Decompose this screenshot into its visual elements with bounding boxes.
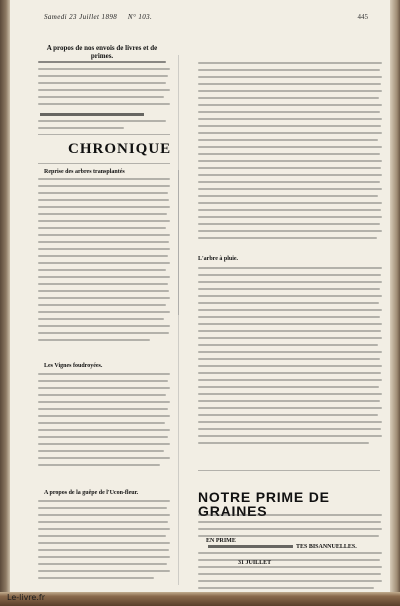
paragraph-line: [198, 400, 380, 402]
paragraph-line: [198, 146, 382, 148]
prime-subphrase: TES BISANNUELLES.: [296, 544, 357, 550]
paragraph-line: [198, 442, 369, 444]
subsection-heading-4: L'arbre à pluie.: [198, 256, 239, 262]
paragraph-line: [198, 428, 381, 430]
paragraph-line: [198, 309, 382, 311]
book-edge-bottom: [0, 592, 400, 606]
paragraph-line: [198, 351, 382, 353]
margin-mark: [172, 170, 179, 315]
paragraph-line: [198, 174, 382, 176]
paragraph-line: [38, 387, 170, 389]
paragraph-line: [198, 386, 379, 388]
paragraph-line: [38, 199, 169, 201]
paragraph-line: [38, 185, 170, 187]
section-rule-bottom: [38, 163, 170, 164]
paragraph-line: [38, 248, 170, 250]
prime-rule: [198, 470, 380, 471]
issue-header: Samedi 23 Juillet 1898 N° 103.: [44, 13, 153, 21]
paragraph-line: [38, 450, 164, 452]
paragraph-line: [198, 167, 381, 169]
paragraph-line: [38, 577, 154, 579]
paragraph-line: [198, 153, 380, 155]
prime-phrase: EN PRIME: [206, 538, 236, 544]
paragraph-line: [38, 304, 166, 306]
paragraph-line: [198, 330, 381, 332]
paragraph-line: [198, 139, 378, 141]
paragraph-line: [198, 104, 382, 106]
subsection-heading-3: A propos de la guêpe de l'Ucon-fleur.: [44, 490, 139, 496]
paragraph-line: [198, 274, 381, 276]
paragraph-line: [198, 323, 382, 325]
paragraph-line: [38, 75, 168, 77]
prime-heading: NOTRE PRIME DE GRAINES: [198, 489, 330, 519]
paragraph-line: [38, 255, 168, 257]
paragraph-line: [38, 380, 168, 382]
paragraph-line: [38, 570, 170, 572]
paragraph-line: [38, 89, 170, 91]
paragraph-line: [38, 61, 166, 63]
section-rule-top: [38, 134, 170, 135]
paragraph-line: [198, 407, 382, 409]
paragraph-line: [198, 181, 380, 183]
paragraph-line: [198, 344, 378, 346]
paragraph-line: [38, 325, 170, 327]
paragraph-line: [38, 96, 164, 98]
paragraph-line: [198, 281, 382, 283]
paragraph-line: [198, 195, 378, 197]
paragraph-line: [198, 111, 380, 113]
paragraph-line: [38, 436, 168, 438]
newspaper-sheet: [10, 0, 390, 592]
paragraph-line: [198, 125, 381, 127]
paragraph-line: [38, 227, 166, 229]
paragraph-line: [198, 372, 381, 374]
paragraph-line: [198, 132, 382, 134]
paragraph-line: [38, 120, 166, 122]
paragraph-line: [198, 566, 382, 568]
paragraph-line: [198, 580, 382, 582]
paragraph-line: [38, 234, 170, 236]
paragraph-line: [198, 435, 382, 437]
paragraph-line: [38, 443, 170, 445]
paragraph-line: [38, 206, 170, 208]
paragraph-line: [198, 209, 381, 211]
subsection-heading-2: Les Vignes foudroyées.: [44, 363, 103, 369]
paragraph-line: [198, 216, 382, 218]
paragraph-line: [38, 103, 170, 105]
section-title: CHRONIQUE: [68, 141, 172, 157]
paragraph-line: [198, 160, 382, 162]
paragraph-line: [38, 429, 170, 431]
paragraph-line: [198, 188, 382, 190]
paragraph-line: [198, 535, 379, 537]
paragraph-line: [198, 288, 380, 290]
page-number: 445: [357, 13, 368, 21]
paragraph-line: [198, 83, 381, 85]
paragraph-line: [38, 535, 166, 537]
paragraph-line: [38, 276, 170, 278]
paragraph-line: [38, 283, 168, 285]
paragraph-line: [198, 90, 382, 92]
paragraph-line: [198, 267, 382, 269]
paragraph-line: [38, 68, 170, 70]
watermark: Le-livre.fr: [7, 593, 45, 602]
paragraph-line: [198, 365, 382, 367]
paragraph-line: [198, 573, 381, 575]
paragraph-line: [38, 339, 150, 341]
paragraph-line: [38, 464, 160, 466]
paragraph-line: [198, 559, 380, 561]
paragraph-line: [198, 421, 382, 423]
paragraph-line: [38, 127, 124, 129]
paragraph-line: [198, 358, 380, 360]
paragraph-line: [198, 230, 382, 232]
paragraph-line: [198, 118, 382, 120]
paragraph-line: [38, 241, 169, 243]
paragraph-line: [38, 528, 170, 530]
paragraph-line: [198, 393, 382, 395]
paragraph-line: [38, 290, 169, 292]
paragraph-line: [38, 192, 168, 194]
paragraph-line: [198, 202, 382, 204]
paragraph-line: [198, 237, 377, 239]
paragraph-line: [38, 521, 168, 523]
paragraph-line: [198, 223, 380, 225]
paragraph-line: [38, 213, 167, 215]
paragraph-line: [198, 97, 379, 99]
paragraph-line: [198, 295, 382, 297]
paragraph-line: [38, 415, 170, 417]
paragraph-line: [198, 528, 382, 530]
bold-note-line: [40, 113, 144, 116]
paragraph-line: [38, 500, 170, 502]
article-title-top: A propos de nos envois de livres et de primes.: [46, 44, 158, 60]
paragraph-line: [38, 269, 166, 271]
paragraph-line: [38, 311, 170, 313]
prime-date: 31 JUILLET: [238, 560, 272, 566]
paragraph-line: [38, 178, 170, 180]
paragraph-line: [38, 318, 164, 320]
paragraph-line: [38, 394, 166, 396]
paragraph-line: [198, 552, 382, 554]
paragraph-line: [198, 521, 381, 523]
paragraph-line: [198, 379, 382, 381]
paragraph-line: [38, 457, 170, 459]
paragraph-line: [198, 316, 380, 318]
subsection-heading-1: Reprise des arbres transplantés: [44, 169, 125, 175]
paragraph-line: [38, 556, 170, 558]
paragraph-line: [38, 549, 169, 551]
paragraph-line: [38, 563, 167, 565]
bold-prime-line: [208, 545, 293, 548]
book-edge-right: [390, 0, 400, 606]
paragraph-line: [198, 514, 382, 516]
paragraph-line: [38, 422, 165, 424]
paragraph-line: [198, 69, 380, 71]
paragraph-line: [38, 332, 169, 334]
paragraph-line: [38, 82, 166, 84]
paragraph-line: [38, 262, 170, 264]
paragraph-line: [38, 401, 170, 403]
paragraph-line: [38, 514, 170, 516]
paragraph-line: [198, 62, 382, 64]
paragraph-line: [38, 297, 170, 299]
paragraph-line: [198, 302, 379, 304]
column-divider: [178, 55, 179, 585]
paragraph-line: [38, 408, 168, 410]
paragraph-line: [38, 220, 170, 222]
paragraph-line: [38, 373, 170, 375]
book-edge-left: [0, 0, 10, 606]
paragraph-line: [198, 337, 382, 339]
paragraph-line: [198, 76, 382, 78]
paragraph-line: [198, 587, 374, 589]
paragraph-line: [198, 414, 378, 416]
paragraph-line: [38, 542, 170, 544]
paragraph-line: [38, 507, 167, 509]
